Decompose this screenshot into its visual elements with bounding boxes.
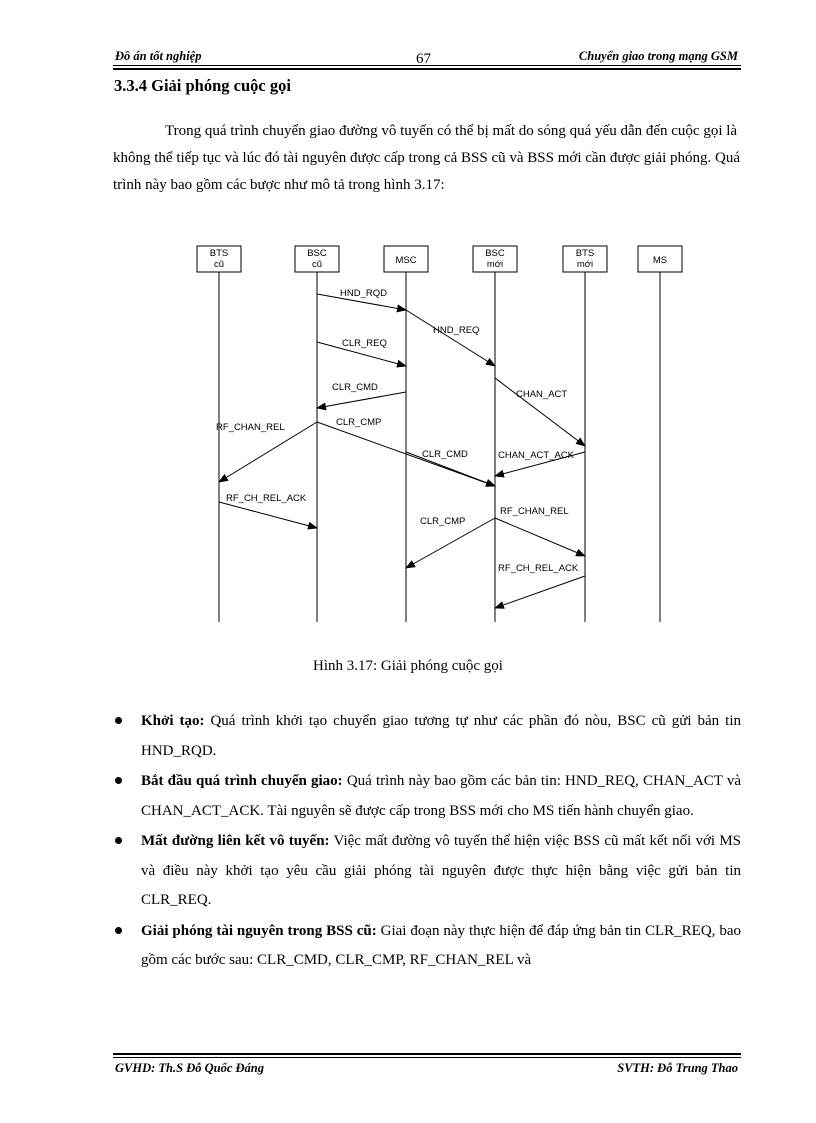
bullet-item [113, 917, 741, 976]
message-arrow [495, 576, 585, 608]
bullet-title: Giải phóng tài nguyên trong BSS cũ: [141, 922, 377, 939]
entity-sublabel: mới [486, 259, 504, 270]
footer-rule [113, 1057, 741, 1058]
section-title: 3.3.4 Giải phóng cuộc gọi [114, 76, 291, 95]
message-label: RF_CHAN_REL [500, 506, 569, 517]
bullet-item [113, 827, 741, 916]
bullet-title: Bắt đầu quá trình chuyển giao: [141, 773, 343, 789]
bullet-list [113, 707, 741, 977]
message-arrow [495, 518, 585, 556]
message-label: CLR_CMP [420, 516, 466, 527]
bullet-dot-icon [115, 927, 122, 934]
message-label: CLR_CMD [422, 449, 468, 460]
intro-paragraph: Trong quá trình chuyển giao đường vô tuyến có thể bị mất do sóng quá yếu dẫn đến cuộc gọi là không thể tiếp tục và lúc đó tài nguyên được cấp trong cả BSS cũ và BSS mới cần được giải phóng. Quá trình này bao gồm các bược như mô tả trong hình 3.17: [113, 123, 741, 193]
message-arrow [406, 310, 495, 366]
bullet-dot-icon [115, 777, 122, 784]
bullet-text: Giai đoạn này thực hiện để đáp ứng bản tin CLR_REQ, bao gồm các bước sau: CLR_CMD, CLR_CMP, RF_CHAN_REL và [141, 922, 741, 968]
message-label: CLR_REQ [342, 338, 387, 349]
bullet-dot-icon [115, 837, 122, 844]
header-chapter-title: Chuyển giao trong mạng GSM [578, 49, 738, 63]
message-label: CLR_CMP [336, 417, 382, 428]
message-label: RF_CH_REL_ACK [226, 493, 307, 504]
message-label: RF_CH_REL_ACK [498, 563, 579, 574]
bullet-text: Quá trình khởi tạo chuyển giao tương tự như các phần đó nòu, BSC cũ gửi bản tin HND_RQD. [141, 713, 741, 759]
entity-label: MS [652, 255, 668, 266]
header-document-title: Đồ án tốt nghiệp [115, 49, 202, 63]
header-rule [113, 65, 741, 66]
entity-label: BTS [209, 248, 229, 259]
footer-supervisor: GVHD: Th.S Đỗ Quốc Đáng [115, 1061, 264, 1075]
bullet-title: Khởi tạo: [141, 713, 205, 729]
message-label: RF_CHAN_REL [216, 422, 285, 433]
sequence-diagram [180, 230, 700, 650]
message-label: HND_RQD [340, 288, 387, 299]
entity-sublabel: mới [576, 259, 594, 270]
footer-rule-thick [113, 1053, 741, 1055]
bullet-item [113, 767, 741, 826]
entity-label: MSC [395, 255, 417, 266]
entity-label: BSC [485, 248, 505, 259]
footer-student: SVTH: Đỗ Trung Thao [617, 1061, 738, 1075]
page-number: 67 [416, 51, 431, 67]
entity-label: BTS [575, 248, 595, 259]
bullet-text: Quá trình này bao gồm các bản tin: HND_REQ, CHAN_ACT và CHAN_ACT_ACK. Tài nguyên sẽ được cấp trong BSS mới cho MS tiến hành chuyển giao. [141, 773, 741, 819]
bullet-dot-icon [115, 717, 122, 724]
bullet-text: Việc mất đường vô tuyến thể hiện việc BSS cũ mất kết nối với MS và điều này khởi tạo yêu cầu giải phóng tài nguyên được thực hiện bằng việc gửi bản tin CLR_REQ. [141, 833, 742, 908]
message-label: CLR_CMD [332, 382, 378, 393]
entity-label: BSC [307, 248, 327, 259]
figure-caption: Hình 3.17: Giải phóng cuộc gọi [313, 658, 503, 674]
message-arrow [317, 392, 406, 408]
message-label: CHAN_ACT_ACK [498, 450, 575, 461]
entity-sublabel: cũ [213, 259, 225, 270]
message-label: HND_REQ [433, 325, 480, 336]
message-label: CHAN_ACT [516, 389, 568, 400]
bullet-title: Mất đường liên kết vô tuyến: [141, 833, 330, 849]
header-rule-thick [113, 68, 741, 70]
entity-sublabel: cũ [311, 259, 323, 270]
bullet-item [113, 707, 741, 766]
message-arrow [219, 502, 317, 528]
